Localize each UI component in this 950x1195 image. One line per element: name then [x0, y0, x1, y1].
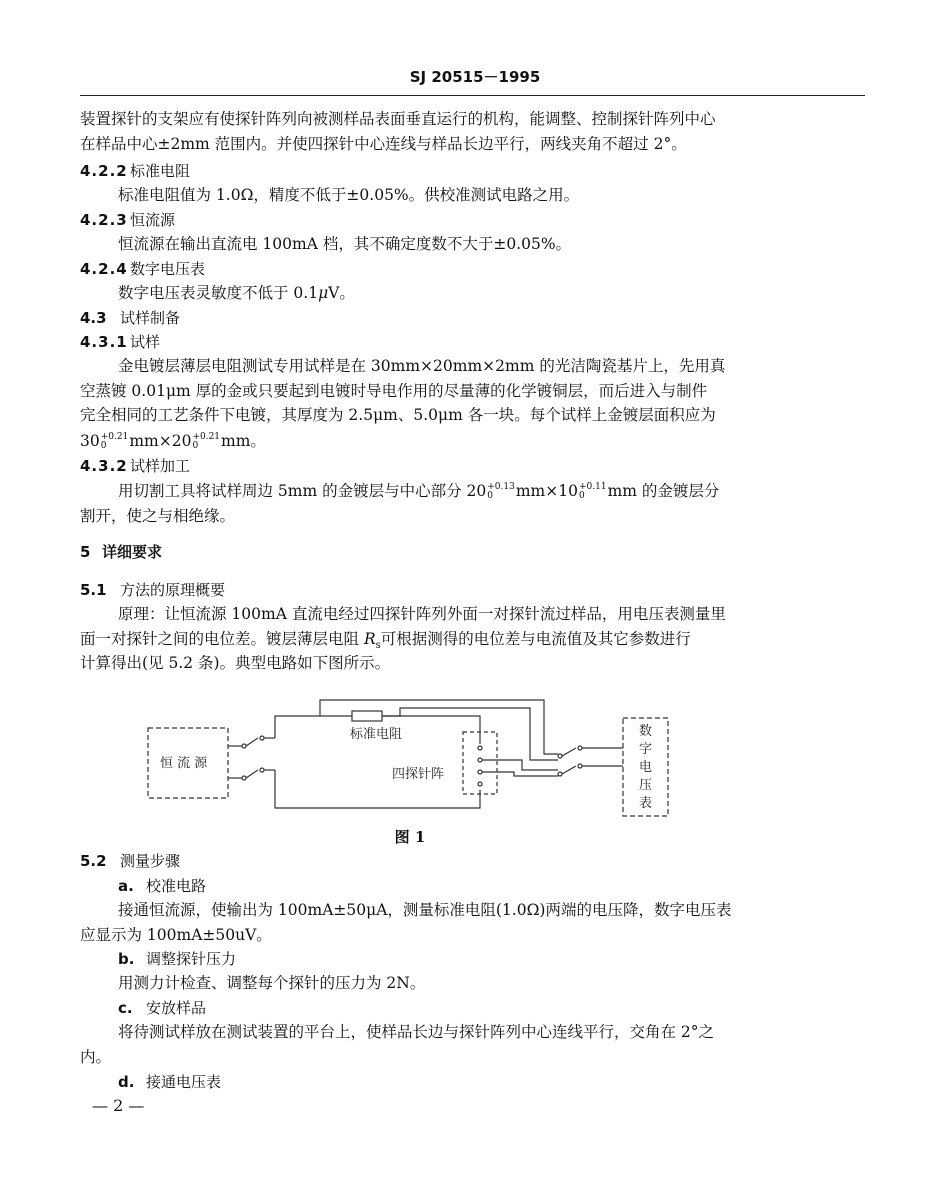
voltmeter-label-char: 表: [639, 796, 653, 811]
section-number: 4.2.4: [80, 260, 128, 278]
paragraph-line: 空蒸镀 0.01μm 厚的金或只要起到电镀时导电作用的尽量薄的化学镀铜层，而后进入与制件: [80, 382, 708, 400]
paragraph-line: 用测力计检查、调整每个探针的压力为 2N。: [118, 974, 426, 992]
paragraph-line: [118, 282, 355, 304]
document-header: SJ 20515－1995: [409, 68, 541, 86]
section-title: 详细要求: [102, 543, 163, 561]
tolerance-upper: +0.21: [100, 432, 129, 442]
page-number: — 2 —: [92, 1096, 145, 1115]
section-title: 试样: [130, 333, 161, 351]
paragraph-line: 将待测试样放在测试装置的平台上，使样品长边与探针阵列中心连线平行，交角在 2°之: [118, 1023, 715, 1041]
voltmeter-label-char: 压: [639, 778, 653, 793]
resistor-label: 标准电阻: [350, 727, 403, 742]
paragraph-line: [118, 480, 719, 502]
subscript: s: [375, 640, 381, 652]
paragraph-line: 金电镀层薄层电阻测试专用试样是在 30mm×20mm×2mm 的光洁陶瓷基片上，先用真: [118, 357, 726, 375]
paragraph-line: [80, 628, 691, 650]
section-title: 标准电阻: [130, 162, 191, 180]
section-number: 5.2: [80, 852, 107, 870]
paragraph-line: 在样品中心±2mm 范围内。并使四探针中心连线与样品长边平行，两线夹角不超过 2°。: [80, 135, 687, 153]
section-title: 恒流源: [130, 211, 176, 229]
text-run: 面一对探针之间的电位差。镀层薄层电阻: [80, 630, 364, 648]
section-title: 数字电压表: [130, 260, 206, 278]
paragraph-line: 标准电阻值为 1.0Ω，精度不低于±0.05%。供校准测试电路之用。: [118, 186, 580, 204]
figure-caption: 图 1: [394, 828, 426, 846]
voltmeter-label-char: 电: [639, 760, 653, 775]
paragraph-line: 接通恒流源，使输出为 100mA±50μA，测量标准电阻(1.0Ω)两端的电压降，数字电压表: [118, 901, 732, 919]
paragraph-line: 完全相同的工艺条件下电镀，其厚度为 2.5μm、5.0μm 各一块。每个试样上金镀层面积应为: [80, 406, 716, 424]
section-heading-4-3: [80, 307, 180, 329]
paragraph-line: 装置探针的支架应有使探针阵列向被测样品表面垂直运行的机构，能调整、控制探针阵列中心: [80, 110, 716, 128]
section-number: 4.3: [80, 309, 107, 327]
paragraph-line: 计算得出(见 5.2 条)。典型电路如下图所示。: [80, 654, 391, 672]
text-run: 数字电压表灵敏度不低于 0.1: [118, 284, 319, 302]
tolerance-upper: +0.11: [578, 482, 607, 492]
section-number: 4.2.2: [80, 162, 128, 180]
section-heading-4-2-4: [80, 258, 205, 280]
section-heading-5-2: [80, 850, 180, 872]
section-number: 4.3.2: [80, 457, 128, 475]
step-title: 接通电压表: [146, 1073, 222, 1091]
tolerance: [192, 433, 220, 451]
step-a-heading: [118, 875, 206, 897]
paragraph-line: 割开，使之与相绝缘。: [80, 507, 236, 525]
resistance-symbol: R: [363, 630, 376, 648]
tolerance-lower: 0: [487, 491, 493, 501]
tolerance-upper: +0.13: [487, 482, 515, 492]
section-title: 方法的原理概要: [120, 581, 226, 599]
paragraph-line: 原理：让恒流源 100mA 直流电经过四探针阵列外面一对探针流过样品，用电压表测量里: [118, 605, 726, 623]
step-b-heading: [118, 948, 236, 970]
text-run: 用切割工具将试样周边 5mm 的金镀层与中心部分 20: [118, 482, 487, 500]
section-number: 5.1: [80, 581, 107, 599]
section-number: 4.2.3: [80, 211, 128, 229]
paragraph-line: 内。: [80, 1048, 112, 1066]
section-title: 测量步骤: [120, 852, 181, 870]
step-label: d.: [118, 1073, 135, 1091]
section-heading-4-2-3: [80, 209, 175, 231]
section-heading-4-3-1: [80, 331, 160, 353]
text-run: 可根据测得的电位差与电流值及其它参数进行: [380, 630, 691, 648]
step-d-heading: [118, 1071, 221, 1093]
voltmeter-label-char: 字: [639, 742, 653, 757]
paragraph-line: 恒流源在输出直流电 100mA 档，其不确定度数不大于±0.05%。: [118, 235, 572, 253]
tolerance: [579, 483, 607, 501]
section-heading-5-1: [80, 579, 225, 601]
tolerance: [101, 433, 129, 451]
section-number: 5: [80, 543, 91, 561]
section-heading-4-2-2: [80, 160, 190, 182]
section-heading-5: [80, 541, 162, 563]
text-run: mm×20: [129, 432, 192, 450]
step-c-heading: [118, 997, 206, 1019]
step-label: b.: [118, 950, 135, 968]
tolerance-lower: 0: [192, 441, 199, 451]
voltmeter-label-char: 数: [639, 724, 653, 739]
section-title: 试样制备: [120, 309, 181, 327]
switch-contact: [242, 744, 246, 748]
tolerance-lower: 0: [100, 441, 107, 451]
section-title: 试样加工: [130, 457, 191, 475]
text-run: mm 的金镀层分: [607, 482, 720, 500]
tolerance-lower: 0: [578, 491, 585, 501]
standard-resistor: [352, 711, 382, 721]
step-title: 校准电路: [146, 877, 207, 895]
current-source-label: 恒 流 源: [160, 756, 208, 771]
mu-symbol: μ: [318, 284, 329, 302]
step-title: 安放样品: [146, 999, 207, 1017]
section-heading-4-3-2: [80, 455, 190, 477]
section-number: 4.3.1: [80, 333, 128, 351]
text-run: 30: [80, 432, 100, 450]
text-run: V。: [328, 284, 355, 302]
header-rule: [80, 95, 865, 96]
paragraph-line: [80, 430, 266, 452]
text-run: mm。: [221, 432, 266, 450]
step-title: 调整探针压力: [146, 950, 237, 968]
paragraph-line: 应显示为 100mA±50uV。: [80, 926, 272, 944]
circuit-diagram: [130, 688, 690, 823]
tolerance: [487, 483, 515, 501]
step-label: a.: [118, 877, 134, 895]
step-label: c.: [118, 999, 133, 1017]
text-run: mm×10: [515, 482, 578, 500]
probe-array-label: 四探针阵: [392, 767, 445, 782]
switch-contact: [242, 776, 246, 780]
tolerance-upper: +0.21: [192, 432, 221, 442]
